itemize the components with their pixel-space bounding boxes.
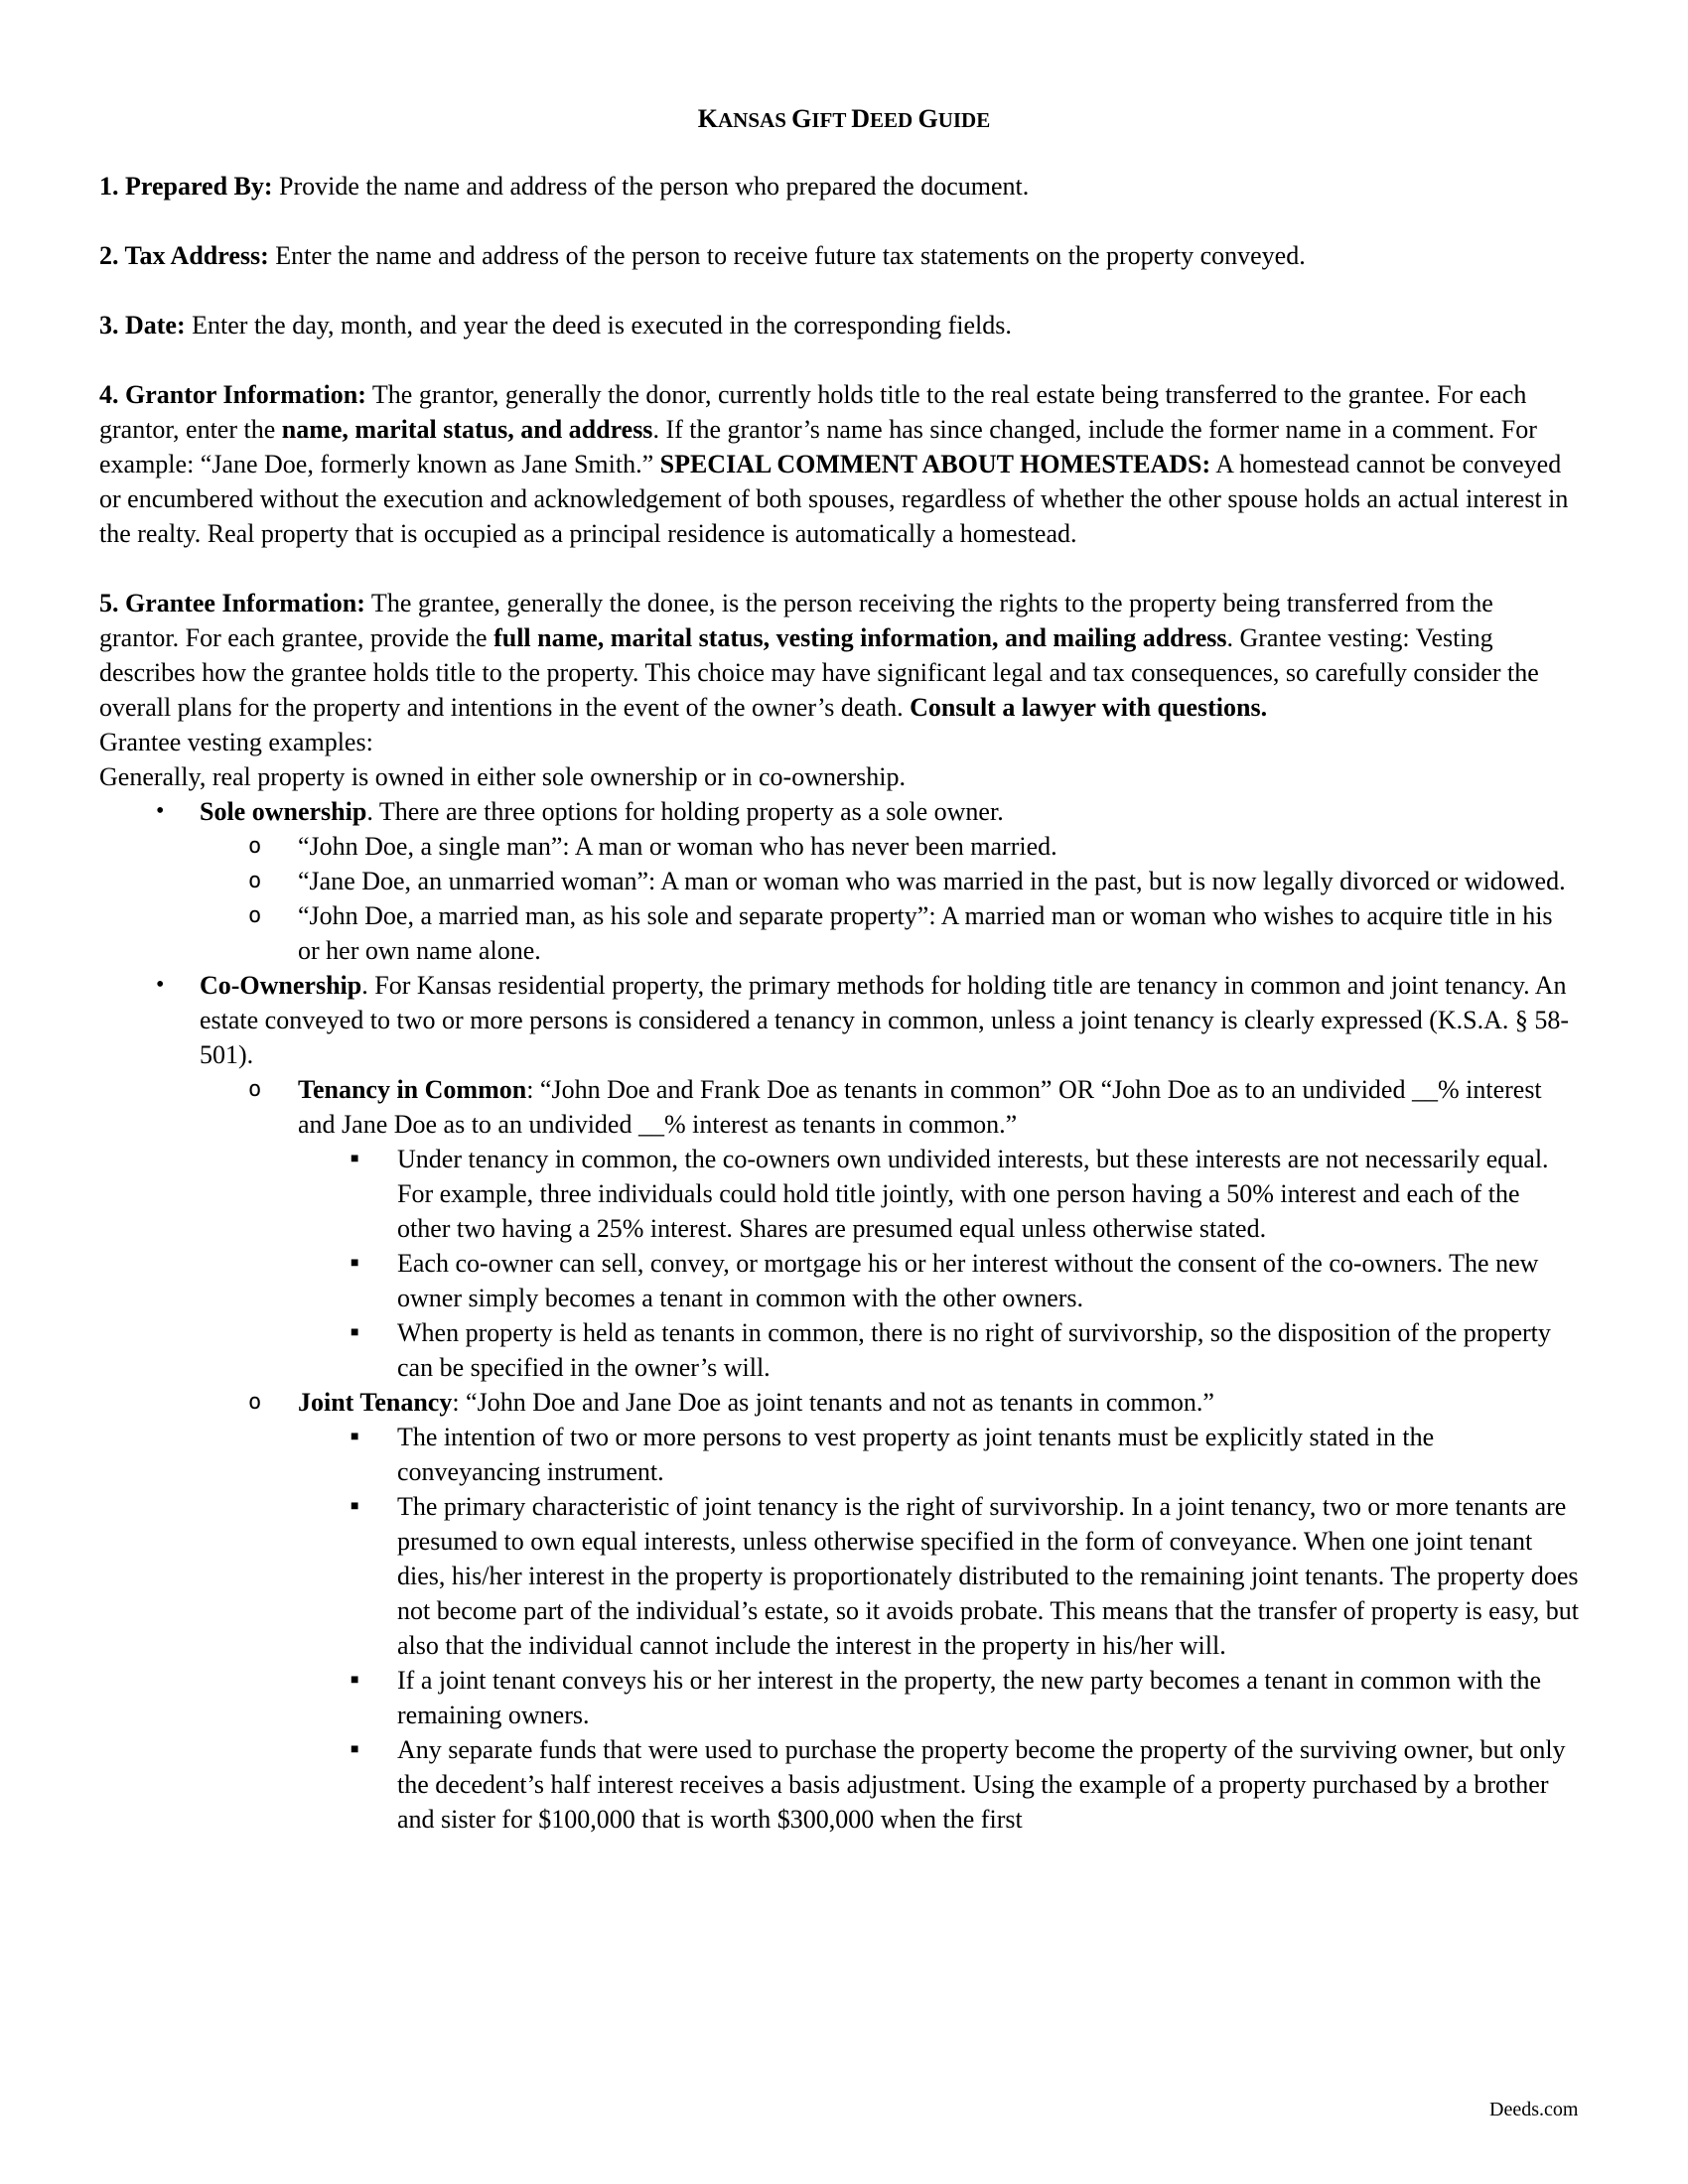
bullet-icon: • — [156, 972, 165, 998]
ownership-list — [99, 794, 1579, 1837]
square-bullet-icon: ■ — [351, 1430, 359, 1444]
section-label: 4. Grantor Information: — [99, 380, 366, 409]
list-item-sole-option: o “John Doe, a married man, as his sole and separate property”: A married man or woman who wishes to acquire title in his or her own name alone. — [99, 898, 1579, 968]
page-title: KANSAS GIFT DEED GUIDE — [697, 104, 991, 133]
list-item-jt-detail: ■ If a joint tenant conveys his or her interest in the property, the new party becomes a tenant in common with the remaining owners. — [99, 1663, 1579, 1732]
ownership-intro: Generally, real property is owned in either sole ownership or in co-ownership. — [99, 762, 907, 791]
square-bullet-icon: ■ — [351, 1673, 359, 1688]
bullet-icon: • — [156, 798, 165, 824]
list-item-tenancy-in-common: o Tenancy in Common: “John Doe and Frank Doe as tenants in common” OR “John Doe as to an undivided __% interest and Jane Doe as to an undivided __% interest as tenants in common.” — [99, 1072, 1579, 1142]
footer-source: Deeds.com — [1489, 2099, 1579, 2120]
circle-bullet-icon: o — [248, 869, 262, 893]
section-label: 5. Grantee Information: — [99, 589, 365, 617]
list-item-sole-option: o “Jane Doe, an unmarried woman”: A man or woman who was married in the past, but is now legally divorced or widowed. — [99, 864, 1579, 898]
list-item-jt-detail: ■ Any separate funds that were used to purchase the property become the property of the surviving owner, but only the decedent’s half interest receives a basis adjustment. Using the example of a property purchased by a brother and sister for $100,000 that is worth $300,000 when the first — [99, 1732, 1579, 1837]
section-grantor-information: 4. Grantor Information: The grantor, generally the donor, currently holds title to the real estate being transferred to the grantee. For each grantor, enter the name, marital status, and address. If the grantor’s name has since changed, include the former name in a comment. For example: “Jane Doe, formerly known as Jane Smith.” SPECIAL COMMENT ABOUT HOMESTEADS: A homestead cannot be conveyed or encumbered without the execution and acknowledgement of both spouses, regardless of whether the other spouse holds an actual interest in the realty. Real property that is occupied as a principal residence is automatically a homestead. — [99, 380, 1569, 548]
section-label: 2. Tax Address: — [99, 241, 269, 270]
list-item-tic-detail: ■ Under tenancy in common, the co-owners own undivided interests, but these interests are not necessarily equal. For example, three individuals could hold title jointly, with one person having a 50% interest and each of the other two having a 25% interest. Shares are presumed equal unless otherwise stated. — [99, 1142, 1579, 1246]
list-item-co-ownership: • Co-Ownership. For Kansas residential property, the primary methods for holding title are tenancy in common and joint tenancy. An estate conveyed to two or more persons is considered a tenancy in common, unless a joint tenancy is clearly expressed (K.S.A. § 58-501). — [99, 968, 1579, 1072]
section-prepared-by: 1. Prepared By: Provide the name and address of the person who prepared the document. — [99, 172, 1030, 201]
square-bullet-icon: ■ — [351, 1499, 359, 1514]
grantee-vesting-examples-label: Grantee vesting examples: — [99, 728, 373, 756]
circle-bullet-icon: o — [248, 1077, 262, 1102]
square-bullet-icon: ■ — [351, 1742, 359, 1757]
list-item-tic-detail: ■ When property is held as tenants in common, there is no right of survivorship, so the disposition of the property can be specified in the owner’s will. — [99, 1315, 1579, 1385]
section-date: 3. Date: Enter the day, month, and year the deed is executed in the corresponding fields. — [99, 311, 1012, 340]
section-label: 3. Date: — [99, 311, 186, 340]
circle-bullet-icon: o — [248, 903, 262, 928]
square-bullet-icon: ■ — [351, 1256, 359, 1271]
list-item-sole-option: o “John Doe, a single man”: A man or woman who has never been married. — [99, 829, 1579, 864]
list-item-joint-tenancy: o Joint Tenancy: “John Doe and Jane Doe as joint tenants and not as tenants in common.” — [99, 1385, 1579, 1420]
list-item-jt-detail: ■ The primary characteristic of joint tenancy is the right of survivorship. In a joint tenancy, two or more tenants are presumed to own equal interests, unless otherwise specified in the form of conveyance. When one joint tenant dies, his/her interest in the property is proportionately distributed to the remaining joint tenants. The property does not become part of the individual’s estate, so it avoids probate. This means that the transfer of property is easy, but also that the individual cannot include the interest in the property in his/her will. — [99, 1489, 1579, 1663]
section-label: 1. Prepared By: — [99, 172, 273, 201]
list-item-jt-detail: ■ The intention of two or more persons to vest property as joint tenants must be explicitly stated in the conveyancing instrument. — [99, 1420, 1579, 1489]
document-body — [99, 169, 1579, 1837]
section-grantee-information: 5. Grantee Information: The grantee, generally the donee, is the person receiving the rights to the property being transferred from the grantor. For each grantee, provide the full name, marital status, vesting information, and mailing address. Grantee vesting: Vesting describes how the grantee holds title to the property. This choice may have significant legal and tax consequences, so carefully consider the overall plans for the property and intentions in the event of the owner’s death. Consult a lawyer with questions. — [99, 589, 1539, 722]
circle-bullet-icon: o — [248, 834, 262, 859]
list-item-sole-ownership: • Sole ownership. There are three options for holding property as a sole owner. — [99, 794, 1579, 829]
square-bullet-icon: ■ — [351, 1325, 359, 1340]
square-bullet-icon: ■ — [351, 1152, 359, 1166]
section-tax-address: 2. Tax Address: Enter the name and address of the person to receive future tax statements on the property conveyed. — [99, 241, 1306, 270]
circle-bullet-icon: o — [248, 1390, 262, 1415]
list-item-tic-detail: ■ Each co-owner can sell, convey, or mortgage his or her interest without the consent of the co-owners. The new owner simply becomes a tenant in common with the other owners. — [99, 1246, 1579, 1315]
